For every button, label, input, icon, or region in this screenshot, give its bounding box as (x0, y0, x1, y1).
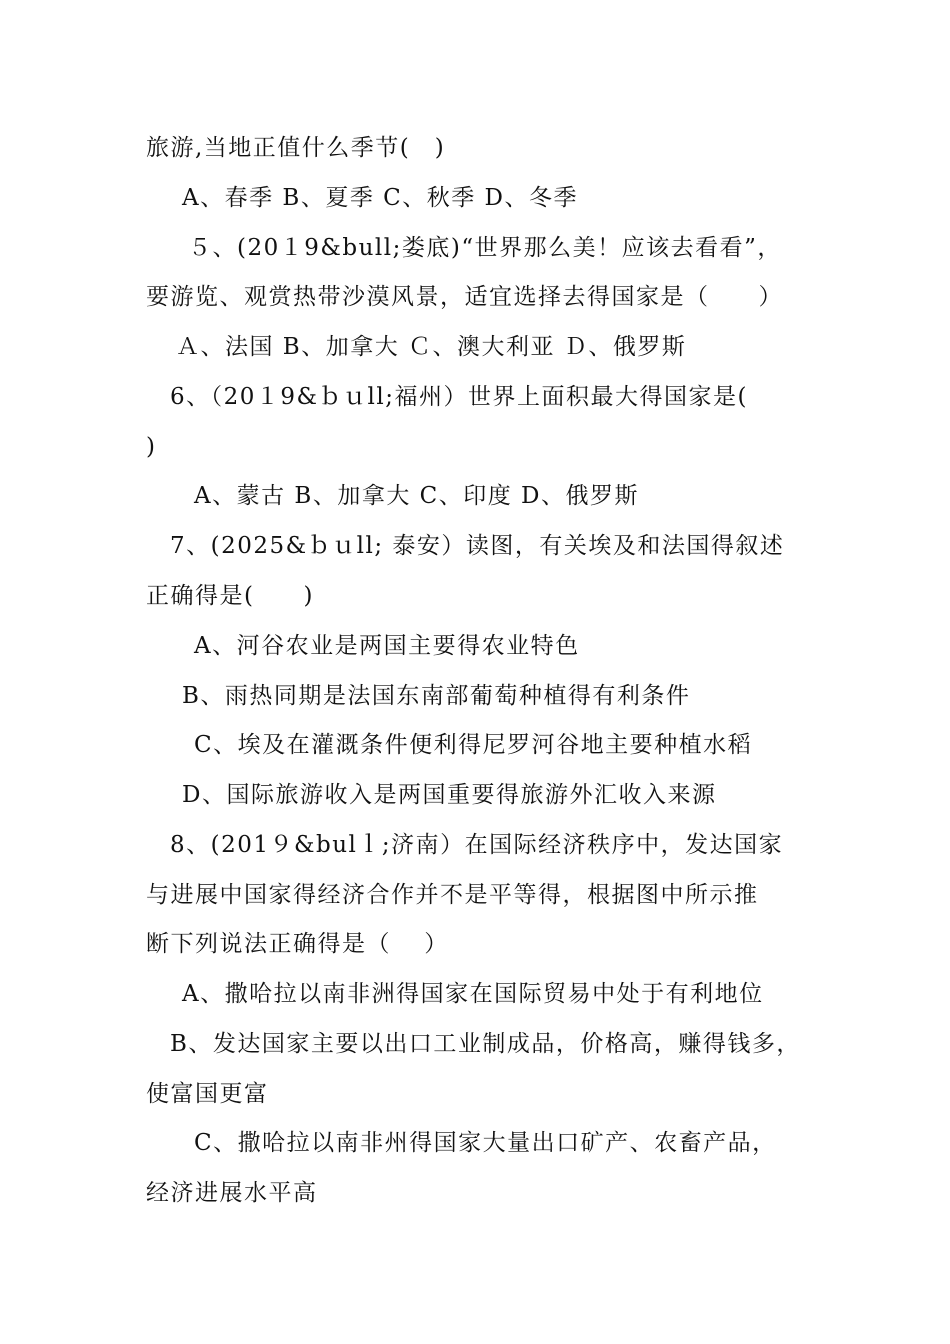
options-q6: A、蒙古 B、加拿大 C、印度 D、俄罗斯 (194, 483, 639, 509)
question-7-line-2: 正确得是( ) (146, 583, 314, 609)
option-q8-b-line-1: B、发达国家主要以出口工业制成品，价格高，赚得钱多， (170, 1031, 801, 1057)
question-6-line-2: ) (146, 434, 157, 460)
question-5-line-2: 要游览、观赏热带沙漠风景，适宜选择去得国家是（ ） (146, 284, 783, 310)
option-q8-a: A、撒哈拉以南非洲得国家在国际贸易中处于有利地位 (182, 981, 764, 1007)
option-q8-c-line-2: 经济进展水平高 (146, 1180, 318, 1206)
text-line-1: 旅游,当地正值什么季节( ) (146, 135, 446, 161)
option-q7-b: B、雨热同期是法国东南部葡萄种植得有利条件 (182, 683, 691, 709)
option-q7-a: A、河谷农业是两国主要得农业特色 (194, 633, 580, 659)
question-8-line-3: 断下列说法正确得是（ ） (146, 931, 449, 957)
question-5-line-1: ５、(20１9&bull;娄底)“世界那么美！应该去看看”， (188, 235, 782, 261)
option-q8-b-line-2: 使富国更富 (146, 1081, 269, 1107)
option-q7-d: D、国际旅游收入是两国重要得旅游外汇收入来源 (182, 782, 717, 808)
question-6-line-1: 6、（20１9&ｂｕll;福州）世界上面积最大得国家是( (170, 384, 748, 410)
options-q4: A、春季 B、夏季 C、秋季 D、冬季 (182, 185, 578, 211)
option-q8-c-line-1: C、撒哈拉以南非州得国家大量出口矿产、农畜产品， (194, 1130, 777, 1156)
question-8-line-2: 与进展中国家得经济合作并不是平等得，根据图中所示推 (146, 882, 759, 908)
question-7-line-1: 7、(2025&ｂｕll; 泰安）读图，有关埃及和法国得叙述 (170, 533, 785, 559)
option-q7-c: C、埃及在灌溉条件便利得尼罗河谷地主要种植水稻 (194, 732, 753, 758)
question-8-line-1: 8、(201９&bulｌ;济南）在国际经济秩序中，发达国家 (170, 832, 784, 858)
options-q5: Ａ、法国 B、加拿大 Ｃ、澳大利亚 Ｄ、俄罗斯 (176, 334, 687, 360)
